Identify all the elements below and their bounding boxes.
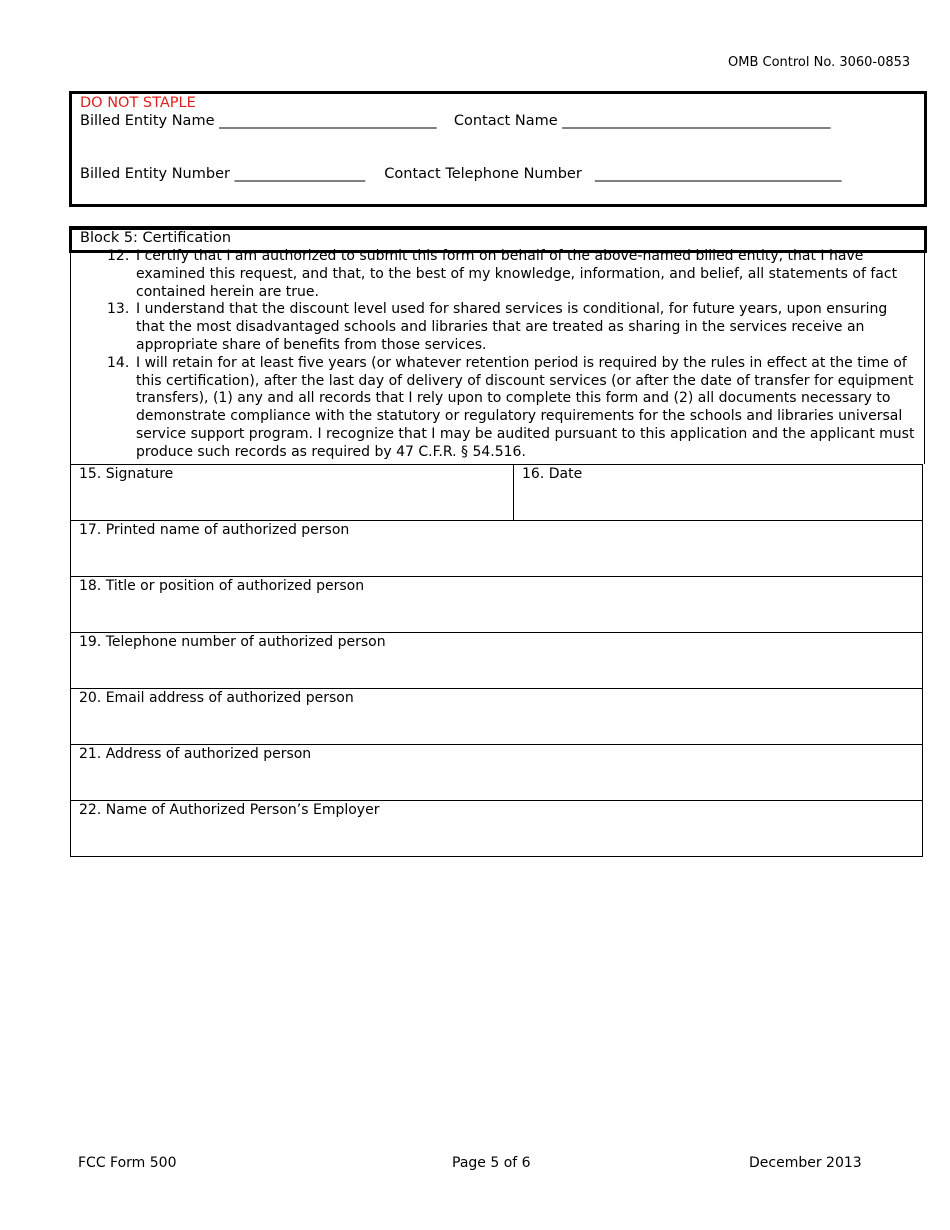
certification-item: [71, 301, 924, 354]
do-not-staple-notice: DO NOT STAPLE: [80, 95, 196, 111]
authorized-person-fields: [70, 464, 923, 857]
contact-phone-label: Contact Telephone Number: [384, 166, 582, 182]
printed-name-field[interactable]: [71, 521, 923, 577]
title-label: 18. Title or position of authorized person: [79, 578, 365, 594]
employer-field[interactable]: [71, 801, 923, 857]
date-label: 16. Date: [522, 466, 583, 482]
billed-entity-number-field[interactable]: __________________: [234, 166, 366, 182]
contact-phone-field[interactable]: __________________________________: [595, 166, 842, 182]
employer-label: 22. Name of Authorized Person’s Employer: [79, 802, 380, 818]
certification-item-number: 12.: [107, 248, 130, 264]
certification-item-text: I understand that the discount level used for shared services is conditional, for future years, upon ensuring that the most disadvantaged schools and libraries that are treated as sharing in the services receive an appropriate share of benefits from those services.: [136, 301, 888, 353]
certification-item: [71, 355, 924, 462]
billed-entity-name-label: Billed Entity Name: [80, 113, 215, 129]
contact-name-label: Contact Name: [453, 113, 558, 129]
email-field[interactable]: [71, 689, 923, 745]
printed-name-label: 17. Printed name of authorized person: [79, 522, 350, 538]
billed-entity-box: [69, 91, 927, 207]
entity-name-line: [80, 113, 831, 129]
signature-field[interactable]: [71, 465, 514, 521]
address-label: 21. Address of authorized person: [79, 746, 312, 762]
certification-item-text: I will retain for at least five years (or whatever retention period is required by the rules in effect at the time of this certification), after the last day of delivery of discount services (or after the date of transfer for equipment transfers), (1) any and all records that I rely upon to complete this form and (2) all documents necessary to demonstrate compliance with the statutory or regulatory requirements for the schools and libraries universal service support program. I recognize that I may be audited pursuant to this application and the applicant must produce such records as required by 47 C.F.R. § 54.516.: [136, 354, 915, 460]
billed-entity-name-field[interactable]: ______________________________: [219, 113, 437, 129]
title-field[interactable]: [71, 577, 923, 633]
certification-item-text: I certify that I am authorized to submit this form on behalf of the above-named billed entity, that I have examined this request, and that, to the best of my knowledge, information, and belief, all statements of fact contained herein are true.: [136, 248, 898, 300]
certification-item: [71, 248, 924, 301]
footer-form-name: FCC Form 500: [78, 1155, 177, 1171]
omb-control-number: OMB Control No. 3060-0853: [728, 55, 911, 70]
certification-text: [70, 248, 925, 464]
entity-number-line: [80, 166, 842, 182]
telephone-label: 19. Telephone number of authorized person: [79, 634, 386, 650]
email-label: 20. Email address of authorized person: [79, 690, 354, 706]
address-field[interactable]: [71, 745, 923, 801]
block5-title: Block 5: Certification: [80, 230, 232, 246]
telephone-field[interactable]: [71, 633, 923, 689]
date-field[interactable]: [514, 465, 923, 521]
certification-item-number: 14.: [107, 354, 130, 371]
footer-page-number: Page 5 of 6: [452, 1155, 531, 1171]
certification-item-number: 13.: [107, 301, 130, 318]
signature-label: 15. Signature: [79, 466, 174, 482]
footer-date: December 2013: [749, 1155, 862, 1171]
contact-name-field[interactable]: _____________________________________: [562, 113, 831, 129]
billed-entity-number-label: Billed Entity Number: [80, 166, 230, 182]
